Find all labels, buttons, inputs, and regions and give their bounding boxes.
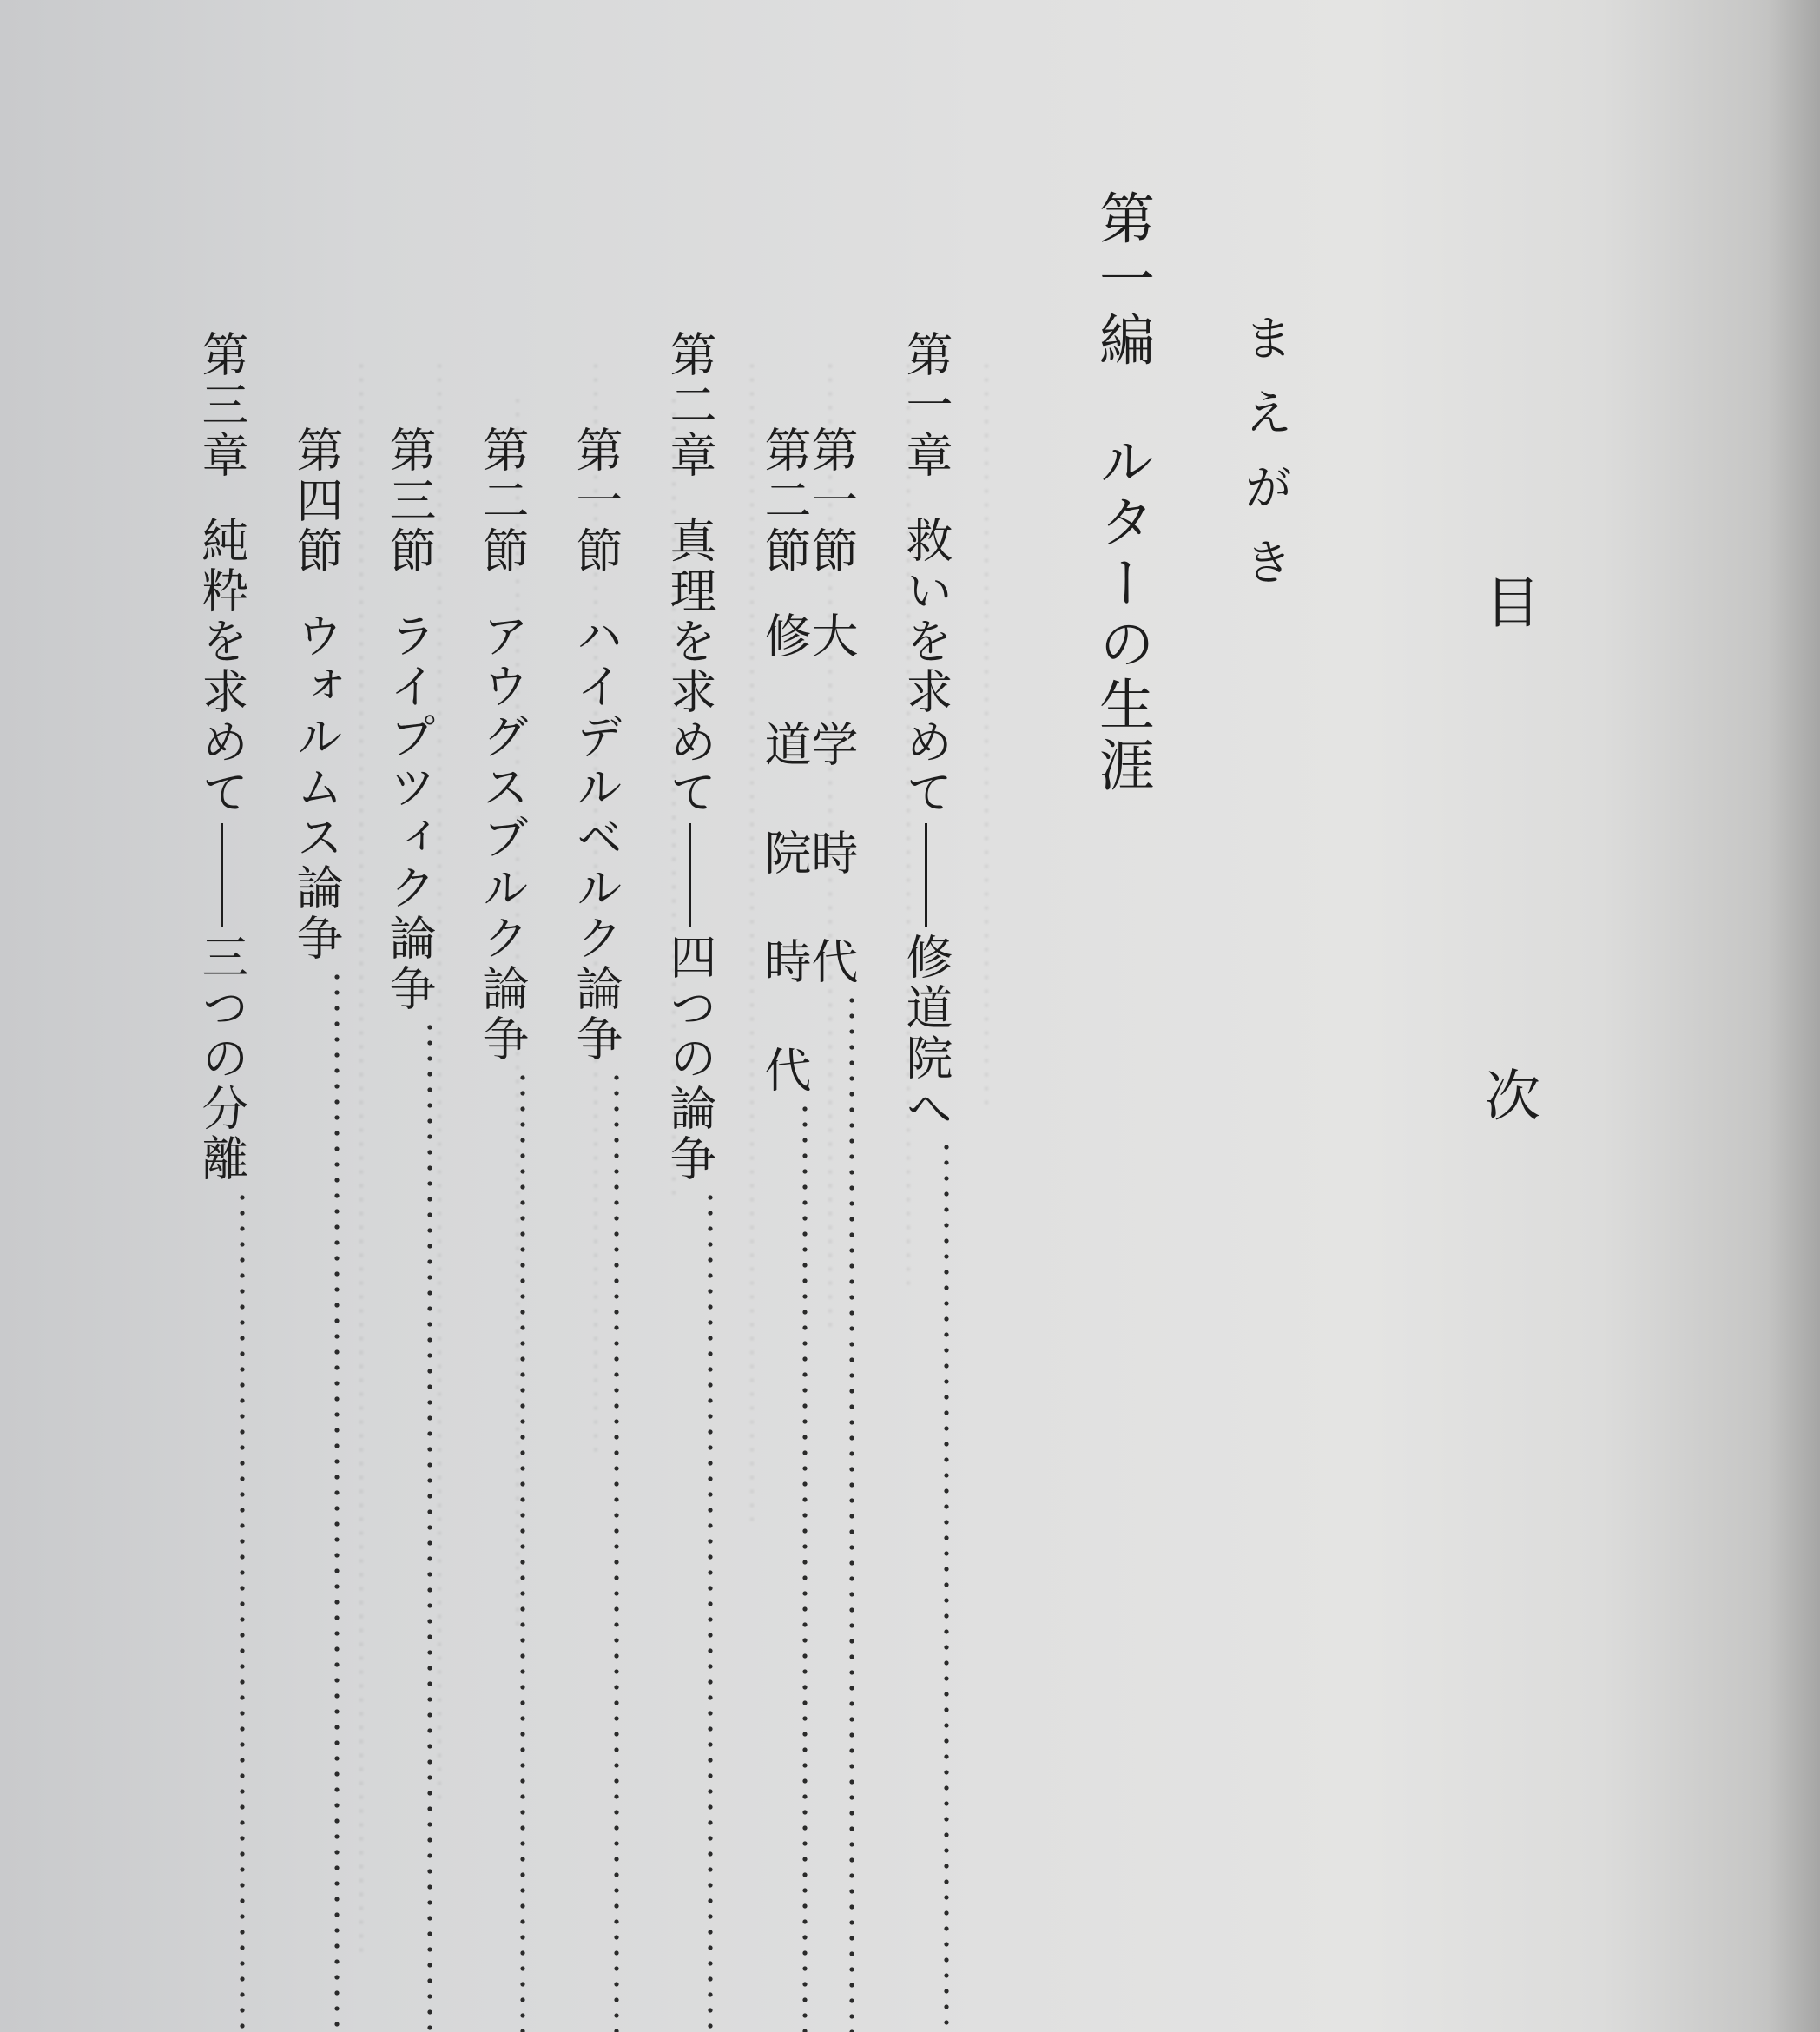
page-gutter-shadow	[1768, 0, 1820, 2032]
toc-entry[interactable]	[569, 426, 623, 2032]
section-title: ライプツィク論争	[382, 611, 437, 1014]
toc-entry[interactable]	[663, 330, 717, 2032]
toc-entry[interactable]	[289, 426, 344, 2032]
dot-leader	[520, 1070, 525, 2032]
toc-entry[interactable]	[899, 330, 953, 2032]
toc-entry[interactable]	[804, 426, 859, 2032]
dot-leader	[427, 1019, 432, 2032]
chapter-title: 真理を求めて	[663, 516, 717, 818]
toc-entry[interactable]	[382, 426, 437, 2032]
section-title: 修 道 院 時 代	[757, 611, 812, 1096]
dot-leader	[240, 1190, 245, 2032]
section-title: 大 学 時 代	[804, 611, 859, 987]
section-title: ハイデルベルク論争	[569, 611, 623, 1065]
chapter-title: 救いを求めて	[899, 516, 953, 818]
dot-leader	[802, 1101, 808, 2032]
dot-leader	[708, 1190, 713, 2032]
dot-leader	[334, 969, 340, 2032]
dot-leader	[944, 1139, 949, 2032]
chapter-subtitle: 修道院へ	[899, 933, 953, 1134]
section-number: 第二節	[475, 426, 530, 577]
section-number: 第一節	[569, 426, 623, 577]
section-title: アウグスブルク論争	[475, 611, 530, 1065]
toc-entry[interactable]	[475, 426, 530, 2032]
chapter-title: 純粋を求めて	[195, 516, 249, 818]
dot-leader	[849, 993, 854, 2032]
section-number: 第四節	[289, 426, 344, 577]
chapter-number: 第一章	[899, 330, 953, 481]
section-number: 第三節	[382, 426, 437, 577]
chapter-subtitle: 三つの分離	[195, 933, 249, 1184]
em-dash	[221, 823, 223, 927]
part-heading[interactable]: 第一編 ルターの生涯	[1090, 189, 1154, 797]
toc-preface-entry[interactable]: まえがき	[1236, 313, 1293, 611]
em-dash	[689, 823, 691, 927]
chapter-number: 第二章	[663, 330, 717, 481]
dot-leader	[614, 1070, 619, 2032]
section-number: 第一節	[804, 426, 859, 577]
section-title: ウォルムス論争	[289, 611, 344, 964]
toc-entry[interactable]	[757, 426, 812, 2032]
chapter-number: 第三章	[195, 330, 249, 481]
section-number: 第二節	[757, 426, 812, 577]
toc-title: 目 次	[1475, 573, 1540, 1313]
em-dash	[925, 823, 927, 927]
toc-entry[interactable]	[195, 330, 249, 2032]
chapter-subtitle: 四つの論争	[663, 933, 717, 1184]
